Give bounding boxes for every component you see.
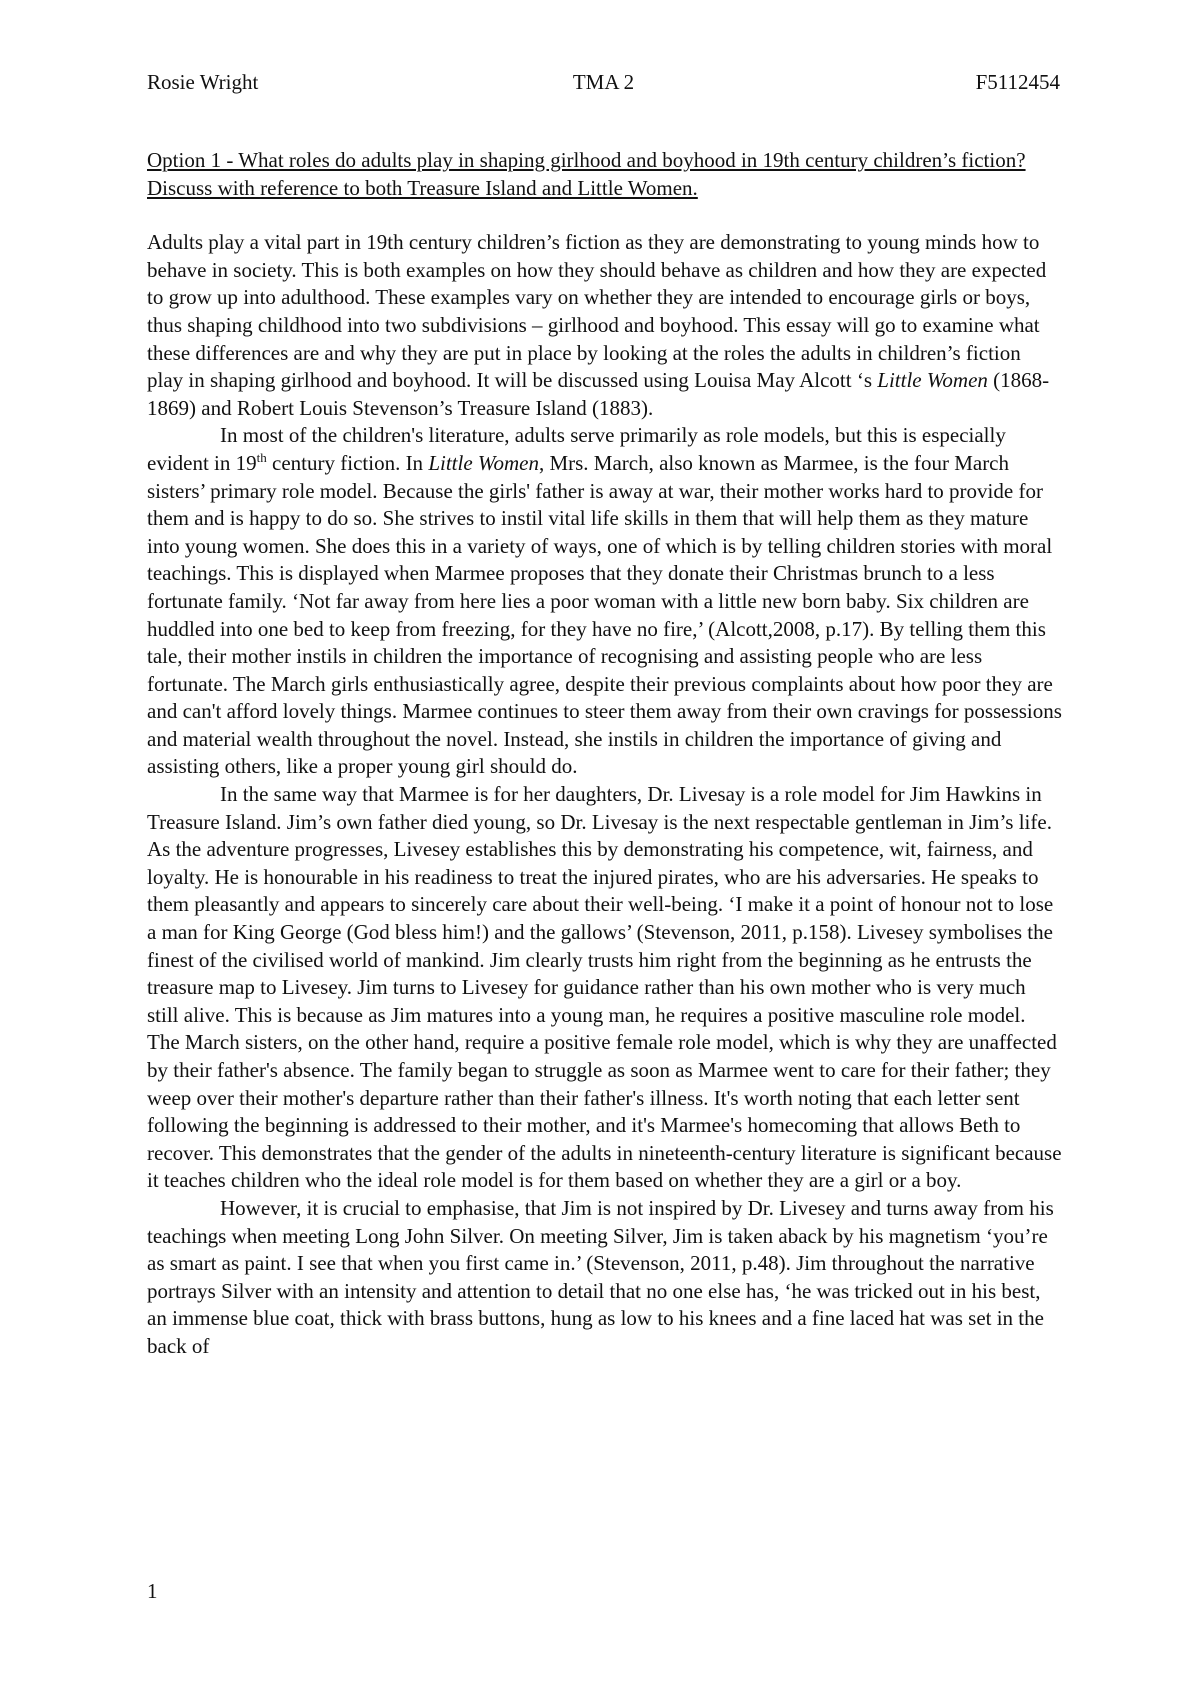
paragraph-role-models	[147, 422, 1062, 781]
page-header	[147, 70, 1060, 100]
header-student-id: F5112454	[975, 70, 1060, 94]
page-number: 1	[147, 1579, 158, 1603]
paragraph-silver: However, it is crucial to emphasise, that Jim is not inspired by Dr. Livesey and turns away from his teachings when meeting Long John Silver. On meeting Silver, Jim is taken aback by his magnetism ‘you’re as smart as paint. I see that when you first came in.’ (Stevenson, 2011, p.48). Jim throughout the narrative portrays Silver with an intensity and attention to detail that no one else has, ‘he was tricked out in his best, an immense blue coat, thick with brass buttons, hung as low to his knees and a fine laced hat was set in the back of	[147, 1195, 1054, 1358]
paragraph-text: (1868-1869) and Robert Louis Stevenson’s Treasure Island (1883).	[147, 368, 1050, 420]
essay-question: Option 1 - What roles do adults play in shaping girlhood and boyhood in 19th century children’s fiction? Discuss with reference to both Treasure Island and Little Women.	[147, 148, 1026, 200]
essay-body	[147, 147, 1062, 1361]
header-author: Rosie Wright	[147, 70, 259, 94]
paragraph-introduction	[147, 229, 1062, 422]
paragraph-text: century fiction. In	[266, 450, 429, 475]
paragraph-text: Adults play a vital part in 19th century children’s fiction as they are demonstrating to young minds how to behave in society. This is both examples on how they should behave as children and how they are expected to grow up into adulthood. These examples vary on whether they are intended to encourage girls or boys, thus shaping childhood into two subdivisions – girlhood and boyhood. This essay will go to examine what these differences are and why they are put in place by looking at the roles the adults in children’s fiction play in shaping girlhood and boyhood. It will be discussed using Louisa May Alcott ‘s	[147, 230, 1047, 393]
superscript-ordinal: th	[256, 449, 267, 465]
book-title-italic: Little Women	[877, 368, 988, 393]
paragraph-text: , Mrs. March, also known as Marmee, is the four March sisters’ primary role model. Because the girls' father is away at war, their mother works hard to provide for them and is happy to do so. She strives to instil vital life skills in them that will help them as they mature into young women. She does this in a variety of ways, one of which is by telling children stories with moral teachings. This is displayed when Marmee proposes that they donate their Christmas brunch to a less fortunate family. ‘Not far away from here lies a poor woman with a little new born baby. Six children are huddled into one bed to keep from freezing, for they have no fire,’ (Alcott,2008, p.17). By telling them this tale, their mother instils in children the importance of recognising and assisting people who are less fortunate. The March girls enthusiastically agree, despite their previous complaints about how poor they are and can't afford lovely things. Marmee continues to steer them away from their own cravings for possessions and material wealth throughout the novel. Instead, she instils in children the importance of giving and assisting others, like a proper young girl should do.	[147, 450, 1062, 779]
book-title-italic: Little Women	[428, 450, 539, 475]
paragraph-text: In most of the children's literature, adults serve primarily as role models, but this is especially evident in 19	[147, 423, 1006, 475]
header-assignment: TMA 2	[572, 70, 635, 94]
paragraph-livesey: In the same way that Marmee is for her daughters, Dr. Livesay is a role model for Jim Hawkins in Treasure Island. Jim’s own father died young, so Dr. Livesay is the next respectable gentleman in Jim’s life. As the adventure progresses, Livesey establishes this by demonstrating his competence, wit, fairness, and loyalty. He is honourable in his readiness to treat the injured pirates, who are his adversaries. He speaks to them pleasantly and appears to sincerely care about their well-being. ‘I make it a point of honour not to lose a man for King George (God bless him!) and the gallows’ (Stevenson, 2011, p.158). Livesey symbolises the finest of the civilised world of mankind. Jim clearly trusts him right from the beginning as he entrusts the treasure map to Livesey. Jim turns to Livesey for guidance rather than his own mother who is very much still alive. This is because as Jim matures into a young man, he requires a positive masculine role model. The March sisters, on the other hand, require a positive female role model, which is why they are unaffected by their father's absence. The family began to struggle as soon as Marmee went to care for their father; they weep over their mother's departure rather than their father's illness. It's worth noting that each letter sent following the beginning is addressed to their mother, and it's Marmee's homecoming that allows Beth to recover. This demonstrates that the gender of the adults in nineteenth-century literature is significant because it teaches children who the ideal role model is for them based on whether they are a girl or a boy.	[147, 782, 1062, 1193]
